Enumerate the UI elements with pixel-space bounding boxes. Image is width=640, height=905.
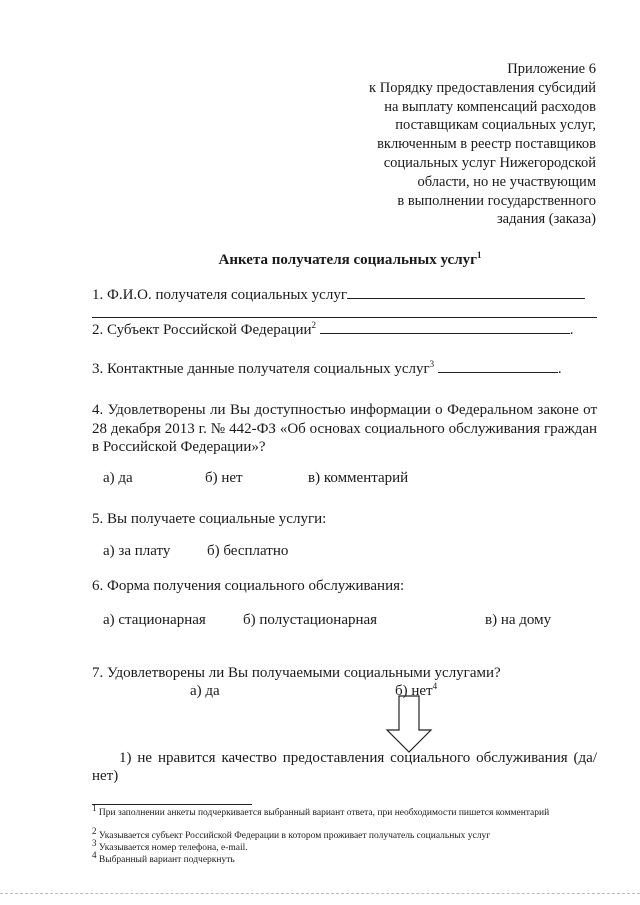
footnote-text: Указывается номер телефона, e-mail. <box>98 843 248 854</box>
q5-option-b[interactable]: б) бесплатно <box>207 543 289 559</box>
q6-option-a[interactable]: а) стационарная <box>103 612 206 628</box>
page-edge <box>0 893 640 894</box>
q3-answer-line[interactable] <box>438 360 558 373</box>
question-6: 6. Форма получения социального обслуживания: <box>92 578 405 594</box>
footnote-text: Указывается субъект Российской Федерации в котором проживает получатель социальных услуг <box>98 831 491 842</box>
footnote-3 <box>92 838 592 855</box>
q6-option-b[interactable]: б) полустационарная <box>243 612 378 628</box>
title-text: Анкета получателя социальных услуг <box>218 252 477 268</box>
appendix-line: задания (заказа) <box>496 211 596 228</box>
appendix-line: Приложение 6 <box>507 61 596 77</box>
q1-answer-line-2[interactable] <box>92 317 597 318</box>
footnote-2 <box>92 826 592 843</box>
q7-sub-1: 1) не нравится качество предоставления социального обслуживания (да/нет) <box>92 750 597 784</box>
appendix-line: на выплату компенсаций расходов <box>384 98 596 115</box>
q2-end: . <box>569 322 574 338</box>
question-5: 5. Вы получаете социальные услуги: <box>92 511 327 527</box>
appendix-line: включенным в реестр поставщиков <box>377 136 596 153</box>
appendix-line: к Порядку предоставления субсидий <box>369 79 596 96</box>
q4-option-b[interactable]: б) нет <box>205 470 243 486</box>
q1-answer-line[interactable] <box>347 286 585 299</box>
appendix-line: области, но не участвующим <box>417 173 596 190</box>
footnote-num: 1 <box>92 803 97 813</box>
q6-option-c[interactable]: в) на дому <box>485 612 552 628</box>
q1-label: 1. Ф.И.О. получателя социальных услуг <box>92 287 347 303</box>
q7-option-b-label: б) нет <box>395 683 433 699</box>
question-3 <box>92 360 597 378</box>
q4-option-a[interactable]: а) да <box>103 470 133 486</box>
question-4: 4. Удовлетворены ли Вы доступностью информации о Федеральном законе от 28 декабря 2013 г. № 442-ФЗ «Об основах социального обслуживания граждан в Российской Федерации»? <box>92 402 597 455</box>
question-7: 7. Удовлетворены ли Вы получаемыми социальными услугами? <box>92 665 501 681</box>
q3-end: . <box>557 361 562 377</box>
appendix-line: в выполнении государственного <box>397 192 596 209</box>
footnote-4 <box>92 850 592 867</box>
q7-option-a[interactable]: а) да <box>190 683 220 699</box>
appendix-line: поставщикам социальных услуг, <box>395 117 596 134</box>
footnote-text: При заполнении анкеты подчеркивается выбранный вариант ответа, при необходимости пишется комментарий <box>98 808 550 819</box>
q2-answer-line[interactable] <box>320 321 570 334</box>
q5-option-a[interactable]: а) за плату <box>103 543 171 559</box>
footnote-text: Выбранный вариант подчеркнуть <box>98 855 235 866</box>
document-title <box>0 252 640 269</box>
q2-label: 2. Субъект Российской Федерации <box>92 322 312 338</box>
footnote-1 <box>92 803 592 820</box>
appendix-line: социальных услуг Нижегородской <box>383 154 596 171</box>
question-1 <box>92 286 597 304</box>
down-arrow-icon <box>385 694 435 756</box>
q4-option-c[interactable]: в) комментарий <box>308 470 409 486</box>
footnote-num: 4 <box>92 850 97 860</box>
q3-footnote-ref: 3 <box>429 359 435 369</box>
appendix-header <box>236 60 596 229</box>
title-footnote-ref: 1 <box>476 250 482 260</box>
q7-footnote-ref: 4 <box>432 681 438 691</box>
question-2 <box>92 321 597 339</box>
q2-footnote-ref: 2 <box>311 320 317 330</box>
footnote-num: 3 <box>92 838 97 848</box>
q3-label: 3. Контактные данные получателя социальных услуг <box>92 361 430 377</box>
footnote-divider <box>92 804 252 805</box>
footnote-num: 2 <box>92 826 97 836</box>
